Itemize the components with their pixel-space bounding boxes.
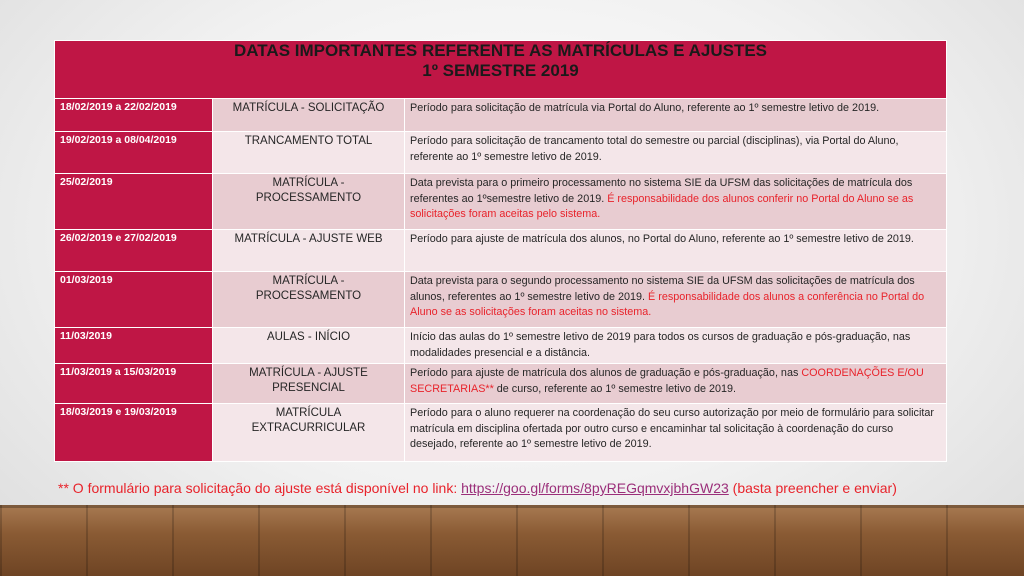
event-cell: TRANCAMENTO TOTAL <box>213 132 405 174</box>
table-row <box>55 404 947 462</box>
description-text: Período para solicitação de trancamento total do semestre ou parcial (disciplinas), via Portal do Aluno, referente ao 1º semestre letivo de 2019. <box>410 135 899 163</box>
table-row <box>55 99 947 132</box>
event-cell: AULAS - INÍCIO <box>213 328 405 364</box>
event-cell: MATRÍCULA - AJUSTE PRESENCIAL <box>213 364 405 404</box>
description-text: Início das aulas do 1º semestre letivo de 2019 para todos os cursos de graduação e pós-graduação, nas modalidades presencial e a distância. <box>410 331 911 359</box>
responsibility-warning: É responsabilidade dos alunos a conferência no Portal do Aluno se as solicitações foram aceitas no sistema. <box>410 290 925 318</box>
description-cell <box>405 328 947 364</box>
table-row <box>55 174 947 230</box>
date-cell: 26/02/2019 e 27/02/2019 <box>55 230 213 272</box>
description-text-after: de curso, referente ao 1º semestre letivo de 2019. <box>496 382 737 395</box>
description-text: Data prevista para o primeiro processamento no sistema SIE da UFSM das solicitações de matrícula dos referentes ao 1ºsemestre letivo de 2019. <box>410 177 913 205</box>
date-cell: 18/03/2019 e 19/03/2019 <box>55 404 213 462</box>
description-cell <box>405 272 947 328</box>
table-row <box>55 230 947 272</box>
form-note <box>58 480 958 496</box>
note-prefix: ** O formulário para solicitação do ajuste está disponível no link: <box>58 480 458 496</box>
description-text: Data prevista para o segundo processamento no sistema SIE da UFSM das solicitações de matrícula dos alunos, referentes ao 1º semestre letivo de 2019. <box>410 275 915 303</box>
event-cell: MATRÍCULA - PROCESSAMENTO <box>213 272 405 328</box>
event-cell: MATRÍCULA - PROCESSAMENTO <box>213 174 405 230</box>
description-cell <box>405 230 947 272</box>
title-line-2: 1º SEMESTRE 2019 <box>422 61 579 80</box>
wooden-floor <box>0 505 1024 576</box>
description-text: Período para o aluno requerer na coordenação do seu curso autorização por meio de formulário para solicitar matrícula em disciplina ofertada por outro curso e encaminhar tal solicitação à coordenação do curso desejado, referente ao 1º semestre letivo de 2019. <box>410 407 934 450</box>
table-row <box>55 364 947 404</box>
description-cell <box>405 404 947 462</box>
table-row <box>55 328 947 364</box>
event-cell: MATRÍCULA - AJUSTE WEB <box>213 230 405 272</box>
note-suffix: (basta preencher e enviar) <box>732 480 897 496</box>
form-link[interactable]: https://goo.gl/forms/8pyREGqmvxjbhGW23 <box>461 480 729 496</box>
table-header-row <box>55 41 947 99</box>
date-cell: 25/02/2019 <box>55 174 213 230</box>
event-cell: MATRÍCULA - SOLICITAÇÃO <box>213 99 405 132</box>
table-row <box>55 272 947 328</box>
description-cell <box>405 364 947 404</box>
coordination-highlight: COORDENAÇÕES E/OU SECRETARIAS** <box>410 367 924 395</box>
table-row <box>55 132 947 174</box>
date-cell: 19/02/2019 a 08/04/2019 <box>55 132 213 174</box>
description-cell <box>405 99 947 132</box>
description-cell <box>405 132 947 174</box>
description-text: Período para ajuste de matrícula dos alunos, no Portal do Aluno, referente ao 1º semestre letivo de 2019. <box>410 233 914 245</box>
description-cell <box>405 174 947 230</box>
responsibility-warning: É responsabilidade dos alunos conferir no Portal do Aluno se as solicitações foram aceitas pelo sistema. <box>410 192 914 220</box>
description-text: Período para ajuste de matrícula dos alunos de graduação e pós-graduação, nas <box>410 367 799 379</box>
title-line-1: DATAS IMPORTANTES REFERENTE AS MATRÍCULAS E AJUSTES <box>234 41 768 60</box>
date-cell: 18/02/2019 a 22/02/2019 <box>55 99 213 132</box>
date-cell: 11/03/2019 a 15/03/2019 <box>55 364 213 404</box>
dates-table <box>54 40 947 462</box>
date-cell: 01/03/2019 <box>55 272 213 328</box>
description-text: Período para solicitação de matrícula via Portal do Aluno, referente ao 1º semestre letivo de 2019. <box>410 102 880 114</box>
table-title <box>55 41 947 99</box>
date-cell: 11/03/2019 <box>55 328 213 364</box>
event-cell: MATRÍCULA EXTRACURRICULAR <box>213 404 405 462</box>
